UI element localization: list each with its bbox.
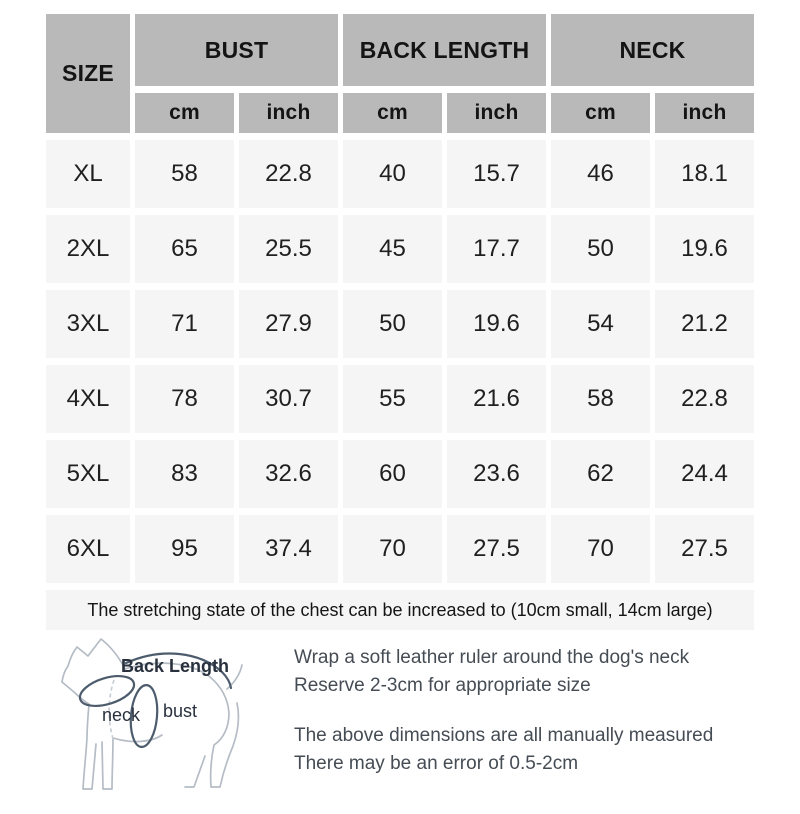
value-cell: 19.6: [655, 215, 754, 283]
value-cell: 50: [343, 290, 442, 358]
bust-label: bust: [162, 701, 198, 721]
value-cell: 18.1: [655, 140, 754, 208]
size-cell: 6XL: [46, 515, 130, 583]
unit-header-back-inch: inch: [447, 93, 546, 133]
value-cell: 21.2: [655, 290, 754, 358]
unit-header-bust-inch: inch: [239, 93, 338, 133]
value-cell: 15.7: [447, 140, 546, 208]
value-cell: 25.5: [239, 215, 338, 283]
value-cell: 27.9: [239, 290, 338, 358]
value-cell: 32.6: [239, 440, 338, 508]
value-cell: 46: [551, 140, 650, 208]
value-cell: 19.6: [447, 290, 546, 358]
bust-group-header: BUST: [135, 14, 338, 86]
dog-illustration-icon: [44, 632, 282, 804]
back-length-label: Back Length: [120, 656, 230, 676]
value-cell: 58: [135, 140, 234, 208]
value-cell: 60: [343, 440, 442, 508]
stretch-note: The stretching state of the chest can be increased to (10cm small, 14cm large): [46, 590, 754, 630]
neck-label: neck: [101, 705, 141, 725]
value-cell: 71: [135, 290, 234, 358]
neck-group-header: NECK: [551, 14, 754, 86]
value-cell: 27.5: [447, 515, 546, 583]
value-cell: 40: [343, 140, 442, 208]
value-cell: 58: [551, 365, 650, 433]
value-cell: 22.8: [655, 365, 754, 433]
measurement-guide: [44, 632, 780, 804]
value-cell: 30.7: [239, 365, 338, 433]
value-cell: 78: [135, 365, 234, 433]
size-table: [46, 14, 754, 583]
value-cell: 37.4: [239, 515, 338, 583]
instruction-line: The above dimensions are all manually measured: [294, 725, 714, 746]
size-chart-page: [0, 14, 800, 814]
unit-header-bust-cm: cm: [135, 93, 234, 133]
unit-header-neck-cm: cm: [551, 93, 650, 133]
value-cell: 83: [135, 440, 234, 508]
value-cell: 70: [551, 515, 650, 583]
value-cell: 50: [551, 215, 650, 283]
value-cell: 55: [343, 365, 442, 433]
back-length-group-header: BACK LENGTH: [343, 14, 546, 86]
value-cell: 45: [343, 215, 442, 283]
unit-header-neck-inch: inch: [655, 93, 754, 133]
size-cell: 3XL: [46, 290, 130, 358]
value-cell: 95: [135, 515, 234, 583]
unit-header-back-cm: cm: [343, 93, 442, 133]
value-cell: 21.6: [447, 365, 546, 433]
value-cell: 22.8: [239, 140, 338, 208]
instruction-line: Reserve 2-3cm for appropriate size: [294, 675, 591, 696]
instruction-line: Wrap a soft leather ruler around the dog's neck: [294, 647, 690, 668]
instruction-text: [294, 632, 713, 778]
neck-measure-paragraph: [294, 644, 713, 700]
value-cell: 24.4: [655, 440, 754, 508]
size-cell: 4XL: [46, 365, 130, 433]
value-cell: 65: [135, 215, 234, 283]
size-cell: XL: [46, 140, 130, 208]
instruction-line: There may be an error of 0.5-2cm: [294, 753, 579, 774]
value-cell: 70: [343, 515, 442, 583]
tolerance-paragraph: [294, 722, 713, 778]
value-cell: 54: [551, 290, 650, 358]
value-cell: 62: [551, 440, 650, 508]
size-column-header: SIZE: [46, 14, 130, 133]
value-cell: 23.6: [447, 440, 546, 508]
value-cell: 17.7: [447, 215, 546, 283]
size-cell: 5XL: [46, 440, 130, 508]
value-cell: 27.5: [655, 515, 754, 583]
size-cell: 2XL: [46, 215, 130, 283]
dog-measurement-diagram: [44, 632, 282, 804]
